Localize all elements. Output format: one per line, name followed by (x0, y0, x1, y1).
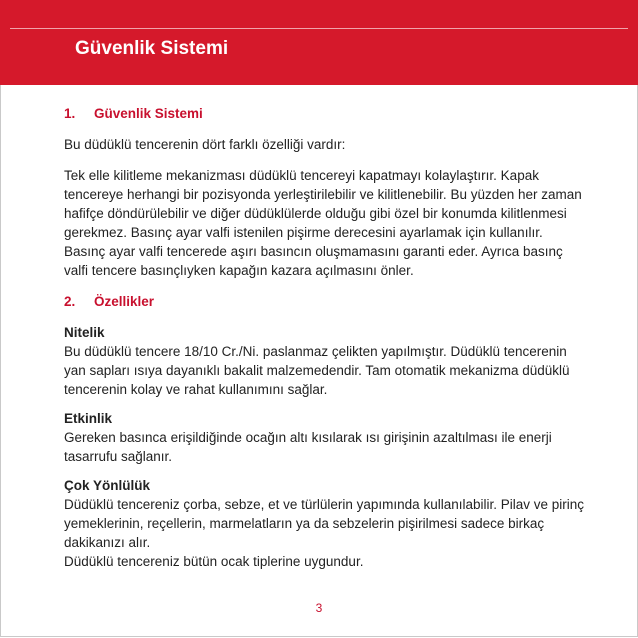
section-2-number: 2. (64, 294, 76, 309)
page-number: 3 (315, 601, 323, 615)
feature-quality-text: Bu düdüklü tencere 18/10 Cr./Ni. paslanmaz çelikten yapılmıştır. Düdüklü tencerenin yan sapları ısıya dayanıklı bakalit malzemedendir. Tam otomatik mekanizma düdüklü tencerenin kolay ve rahat kullanımını sağlar. (64, 344, 570, 397)
document-content (64, 104, 584, 571)
header-band (0, 0, 638, 85)
section-1-body: Tek elle kilitleme mekanizması düdüklü tencereyi kapatmayı kolaylaştırır. Kapak tencereye herhangi bir pozisyonda yerleştirilebilir ve kilitlenebilir. Bu yüzden her zaman hafifçe döndürülebilir ve diğer düdüklülerde olduğu gibi özel bir konumda kilitlenmesi gerekmez. Basınç ayar valfi istenilen pişirme derecesini ayarlamak için kullanılır. Basınç ayar valfi tencerede aşırı basıncın oluşmamasını garanti eder. Ayrıca basınç valfi tencere basınçlıyken kapağın kazara açılmasını önler. (64, 168, 582, 278)
feature-versatility-text-2: Düdüklü tencereniz bütün ocak tiplerine uygundur. (64, 554, 364, 569)
feature-quality-title: Nitelik (64, 325, 105, 340)
feature-efficiency-title: Etkinlik (64, 411, 113, 426)
section-1-heading (64, 104, 584, 123)
feature-efficiency-text: Gereken basınca erişildiğinde ocağın altı kısılarak ısı girişinin azaltılması ile enerji tasarrufu sağlanır. (64, 430, 552, 464)
section-2-heading (64, 292, 584, 311)
feature-versatility-text: Düdüklü tencereniz çorba, sebze, et ve türlülerin yapımında kullanılabilir. Pilav ve pirinç yemeklerinin, reçellerin, marmelatların ya da sebzelerin pişirilmesi sadece birkaç dakikanızı alır. (64, 497, 585, 550)
header-divider (10, 28, 628, 29)
header-title: Güvenlik Sistemi (75, 38, 229, 59)
section-1-intro: Bu düdüklü tencerenin dört farklı özelliği vardır: (64, 137, 346, 152)
section-1-title: Güvenlik Sistemi (94, 106, 203, 121)
section-2-title: Özellikler (94, 294, 155, 309)
section-1-number: 1. (64, 106, 76, 121)
feature-versatility-title: Çok Yönlülük (64, 478, 151, 493)
